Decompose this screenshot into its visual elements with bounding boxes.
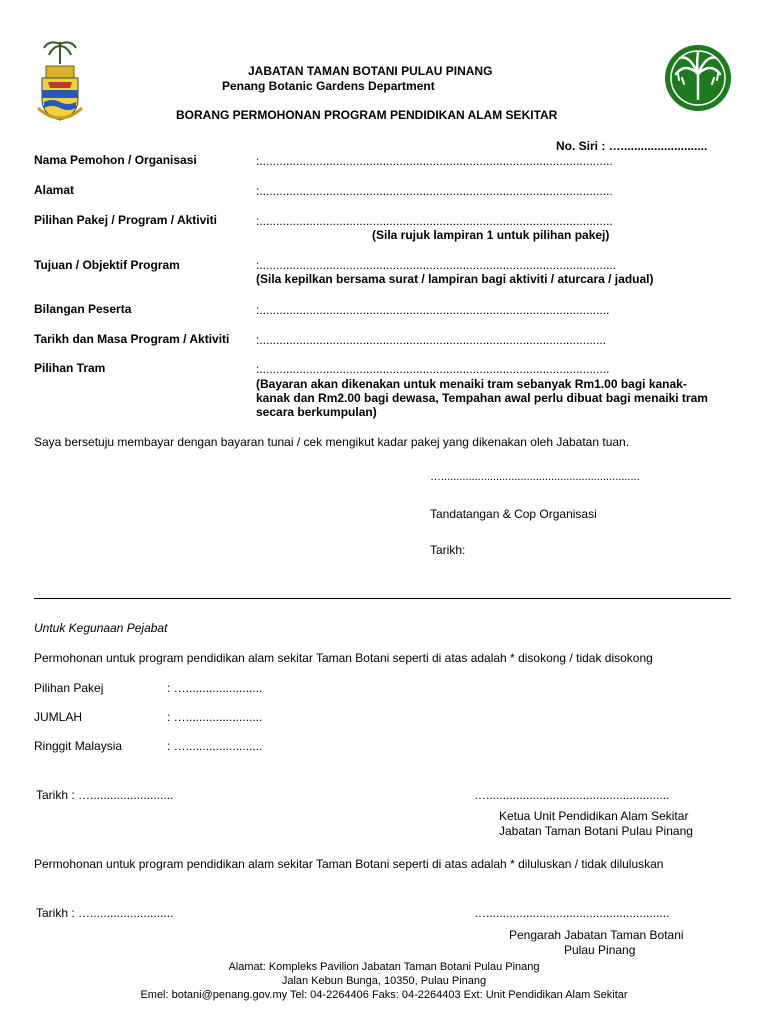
field-package[interactable]: :.......................................................................................................... [256, 214, 613, 228]
field-applicant[interactable]: :.......................................................................................................... [256, 154, 613, 168]
applicant-date-label: Tarikh: [430, 543, 466, 557]
office-row-value[interactable]: : …....................... [167, 739, 263, 753]
field-label-objective: Tujuan / Objektif Program [34, 258, 180, 272]
signer-1-dept: Jabatan Taman Botani Pulau Pinang [499, 824, 693, 838]
section-divider [34, 598, 731, 599]
penang-crest-icon [34, 38, 86, 124]
office-date-1[interactable]: Tarikh : …......................... [36, 788, 174, 802]
office-row-value[interactable]: : …....................... [167, 710, 263, 724]
office-sign-line-2[interactable]: …....................................................... [474, 906, 670, 920]
office-sign-line-1[interactable]: …....................................................... [474, 788, 670, 802]
field-label-applicant: Nama Pemohon / Organisasi [34, 153, 197, 167]
signer-2-title: Pengarah Jabatan Taman Botani [509, 928, 684, 942]
field-objective[interactable]: :........................................................................................................... [256, 258, 617, 272]
footer-address-2: Jalan Kebun Bunga, 10350, Pulau Pinang [281, 975, 487, 987]
field-label-package: Pilihan Pakej / Program / Aktiviti [34, 213, 217, 227]
field-tram-note-line: (Bayaran akan dikenakan untuk menaiki tram sebanyak Rm1.00 bagi kanak- [256, 377, 687, 391]
field-participants[interactable]: :......................................................................................................... [256, 303, 610, 317]
office-row-value[interactable]: : …....................... [167, 681, 263, 695]
field-address[interactable]: :.......................................................................................................... [256, 184, 613, 198]
field-package-note: (Sila rujuk lampiran 1 untuk pilihan pakej) [372, 228, 610, 242]
office-row-label: Ringgit Malaysia [34, 739, 123, 753]
signer-1-title: Ketua Unit Pendidikan Alam Sekitar [499, 809, 689, 823]
footer-address-1: Alamat: Kompleks Pavilion Jabatan Taman Botani Pulau Pinang [228, 961, 540, 973]
field-label-address: Alamat [34, 183, 75, 197]
agreement-statement: Saya bersetuju membayar dengan bayaran tunai / cek mengikut kadar pakej yang dikenakan oleh Jabatan tuan. [34, 435, 630, 449]
org-name-en: Penang Botanic Gardens Department [222, 79, 435, 93]
botanic-gardens-palm-logo-icon [664, 44, 732, 112]
field-tram-note-line: kanak dan Rm2.00 bagi dewasa, Tempahan awal perlu dibuat bagi menaiki tram [256, 391, 708, 405]
field-label-datetime: Tarikh dan Masa Program / Aktiviti [34, 332, 230, 346]
applicant-signature-line[interactable]: …................................................................. [430, 471, 640, 483]
field-tram[interactable]: :......................................................................................................... [256, 362, 610, 376]
office-approval-statement: Permohonan untuk program pendidikan alam sekitar Taman Botani seperti di atas adalah * diluluskan / tidak diluluskan [34, 857, 664, 871]
field-label-tram: Pilihan Tram [34, 361, 106, 375]
field-label-participants: Bilangan Peserta [34, 302, 132, 316]
signer-2-dept: Pulau Pinang [564, 943, 636, 957]
org-name: JABATAN TAMAN BOTANI PULAU PINANG [248, 64, 493, 78]
office-row-label: Pilihan Pakej [34, 681, 104, 695]
field-objective-note: (Sila kepilkan bersama surat / lampiran bagi aktiviti / aturcara / jadual) [256, 272, 654, 286]
field-datetime[interactable]: :........................................................................................................ [256, 333, 607, 347]
footer-contact: Emel: botani@penang.gov.my Tel: 04-2264406 Faks: 04-2264403 Ext: Unit Pendidikan Alam Sekitar [140, 989, 628, 1001]
office-support-statement: Permohonan untuk program pendidikan alam sekitar Taman Botani seperti di atas adalah * disokong / tidak disokong [34, 651, 653, 665]
office-row-label: JUMLAH [34, 710, 83, 724]
office-use-title: Untuk Kegunaan Pejabat [34, 621, 168, 635]
serial-number[interactable]: No. Siri : ….......................... [556, 139, 708, 153]
field-tram-note-line: secara berkumpulan) [256, 405, 377, 419]
applicant-signature-label: Tandatangan & Cop Organisasi [430, 507, 597, 521]
form-title: BORANG PERMOHONAN PROGRAM PENDIDIKAN ALAM SEKITAR [176, 108, 558, 122]
office-date-2[interactable]: Tarikh : …......................... [36, 906, 174, 920]
